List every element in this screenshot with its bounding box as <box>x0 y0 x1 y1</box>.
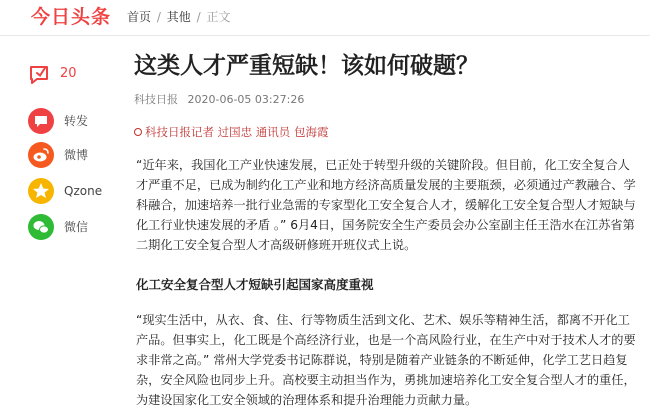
share-wechat-label: 微信 <box>64 220 89 234</box>
comment-button[interactable] <box>28 60 108 90</box>
share-repost-label: 转发 <box>64 114 89 128</box>
breadcrumb <box>127 8 230 26</box>
byline-text: 科技日报记者 过国忠 通讯员 包海霞 <box>145 125 329 139</box>
article-meta <box>134 93 304 107</box>
qzone-icon <box>28 178 54 204</box>
top-bar <box>0 0 650 36</box>
byline-dot-icon <box>134 128 142 136</box>
site-logo[interactable]: 今日头条 <box>31 6 112 28</box>
wechat-icon <box>28 214 54 240</box>
comment-count: 20 <box>60 66 77 81</box>
article-paragraph: “近年来，我国化工产业快速发展，已正处于转型升级的关键阶段。但目前，化工安全复合人才严重不足，已成为制约化工产业和地方经济高质量发展的主要瓶颈，必须通过产教融合、学科融合，加速培养一批行业急需的专家型化工安全复合人才，缓解化工安全复合型人才短缺与化工行业快速发展的矛盾 。” 6月4日，国务院安全生产委员会办公室副主任王浩水在江苏省第二期化工安全复合型人才高级研修班开班仪式上说。 <box>136 158 636 252</box>
breadcrumb-home[interactable]: 首页 <box>127 10 152 24</box>
article-subheading: 化工安全复合型人才短缺引起国家高度重视 <box>136 277 374 292</box>
share-repost[interactable] <box>28 108 108 136</box>
article-source[interactable]: 科技日报 <box>134 93 178 106</box>
article-byline <box>134 124 328 140</box>
article-time: 2020-06-05 03:27:26 <box>187 93 305 106</box>
repost-icon <box>28 108 54 134</box>
article-title: 这类人才严重短缺！该如何破题？ <box>134 53 479 79</box>
share-wechat[interactable] <box>28 214 108 242</box>
share-qzone-label: Qzone <box>64 184 103 198</box>
share-weibo[interactable] <box>28 142 108 170</box>
share-qzone[interactable] <box>28 178 108 206</box>
share-weibo-label: 微博 <box>64 148 89 162</box>
weibo-icon <box>28 142 54 168</box>
breadcrumb-separator: / <box>156 10 161 24</box>
breadcrumb-other[interactable]: 其他 <box>166 10 191 24</box>
breadcrumb-separator: / <box>196 10 201 24</box>
breadcrumb-current: 正文 <box>206 10 231 24</box>
article-paragraph: “现实生活中，从衣、食、住、行等物质生活到文化、艺术、娱乐等精神生活，都离不开化工产品。但事实上，化工既是个高经济行业，也是一个高风险行业，在生产中对于技术人才的要求非常之高。” 常州大学党委书记陈群说，特别是随着产业链条的不断延伸，化学工艺日趋复杂，安全风险也同步上升。高校要主动担当作为，勇挑加速培养化工安全复合型人才的重任，为建设国家化工安全领域的治理体系和提升治理能力贡献力量。 <box>136 313 636 407</box>
comment-icon <box>28 64 50 86</box>
